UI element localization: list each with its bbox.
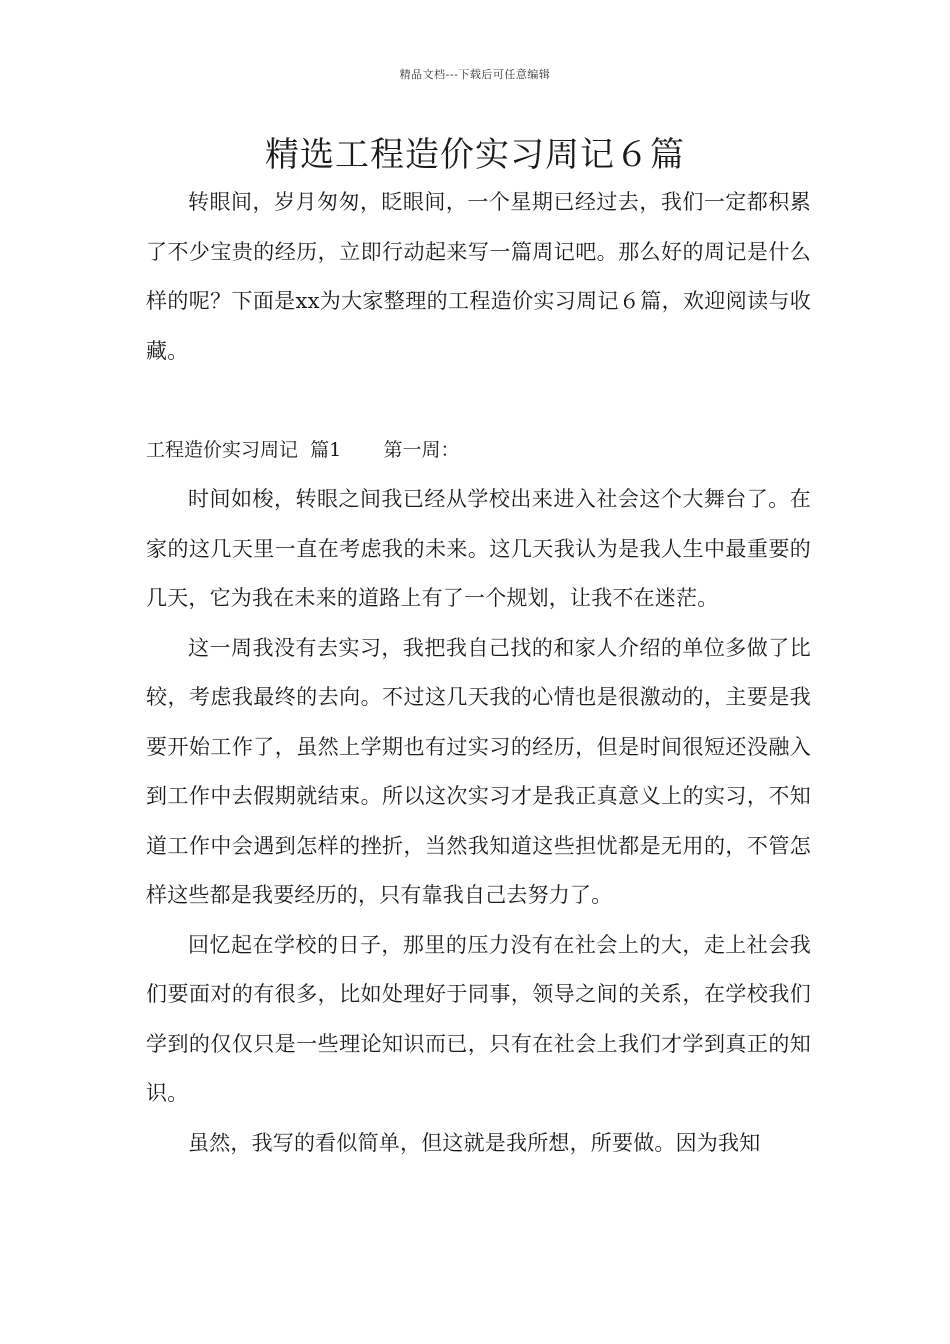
paragraph-spacer <box>146 376 811 426</box>
header-note: 精品文档---下载后可任意编辑 <box>399 68 551 81</box>
document-title: 精选工程造价实习周记６篇 <box>265 135 685 175</box>
section-heading: 工程造价实习周记 篇1 第一周： <box>146 438 460 461</box>
body-paragraph: 回忆起在学校的日子，那里的压力没有在社会上的大，走上社会我们要面对的有很多，比如处理好于同事，领导之间的关系，在学校我们学到的仅仅只是一些理论知识而已，只有在社会上我们才学到真正的知识。 <box>146 932 811 1105</box>
intro-paragraph: 转眼间，岁月匆匆，眨眼间，一个星期已经过去，我们一定都积累了不少宝贵的经历，立即行动起来写一篇周记吧。那么好的周记是什么样的呢？下面是xx为大家整理的工程造价实习周记６篇，欢迎阅读与收藏。 <box>146 190 811 363</box>
body-paragraph: 虽然，我写的看似简单，但这就是我所想，所要做。因为我知 <box>188 1130 761 1155</box>
document-body <box>146 178 811 1168</box>
body-paragraph: 时间如梭，转眼之间我已经从学校出来进入社会这个大舞台了。在家的这几天里一直在考虑我的未来。这几天我认为是我人生中最重要的几天，它为我在未来的道路上有了一个规划，让我不在迷茫。 <box>146 487 811 610</box>
body-paragraph: 这一周我没有去实习，我把我自己找的和家人介绍的单位多做了比较，考虑我最终的去向。不过这几天我的心情也是很激动的，主要是我要开始工作了，虽然上学期也有过实习的经历，但是时间很短还没融入到工作中去假期就结束。所以这次实习才是我正真意义上的实习，不知道工作中会遇到怎样的挫折，当然我知道这些担忧都是无用的，不管怎样这些都是我要经历的，只有靠我自己去努力了。 <box>146 635 811 907</box>
